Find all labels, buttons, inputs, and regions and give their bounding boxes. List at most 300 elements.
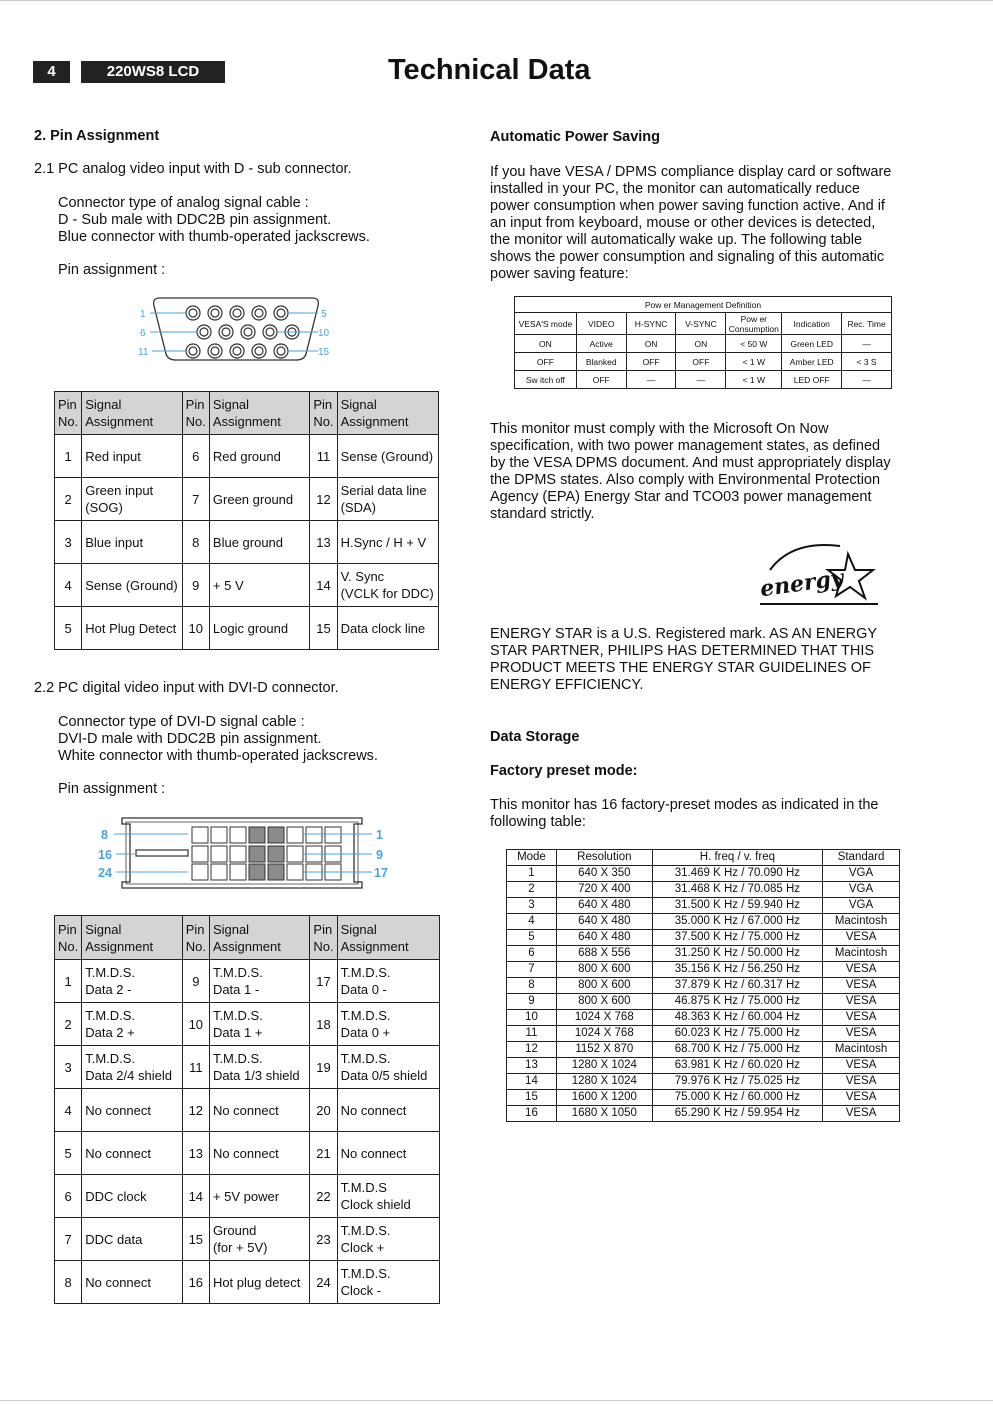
dvi-pin [325,827,341,843]
pm-cell: — [842,335,892,353]
factory-preset-intro [490,797,878,831]
pm-header-cell [782,313,842,335]
pin-number-cell [310,478,337,521]
table-row [55,521,439,564]
signal-cell [337,478,438,521]
cell-text: 8 [64,1274,72,1290]
fp-cell: 14 [507,1074,557,1090]
header-text: Pin [313,397,333,412]
pm-header-text: H-SYNC [634,318,668,329]
dvi-pin [230,864,246,880]
fp-row [507,1106,900,1122]
fp-header-cell: Mode [507,850,557,866]
pin-number-cell [310,607,337,650]
cell-text: Sense (Ground) [340,448,434,464]
analog-text-1: Connector type of analog signal cable : [58,195,309,211]
cell-text: T.M.D.S [340,1180,387,1195]
fp-row [507,1058,900,1074]
cell-text: DDC clock [85,1188,147,1204]
header-text: Signal [212,921,250,937]
aps-line: shows the power consumption and signaling of this automatic [490,249,885,265]
cell-text: 1 [64,448,72,464]
pin-number-cell [55,1261,82,1304]
cell-text: No connect [85,1145,151,1161]
pin-number-cell [310,521,337,564]
pm-cell: < 1 W [726,353,782,371]
header-signal [337,392,438,435]
signal-cell [209,478,309,521]
signal-cell [209,1046,309,1089]
header-pin-no [182,392,209,435]
digital-heading: 2.2 PC digital video input with DVI-D connector. [34,680,339,696]
energy-logo-text: energy [758,564,846,603]
cell-text: (SDA) [340,500,376,515]
pm-header-text: Rec. Time [847,318,886,329]
fp-cell: 9 [507,994,557,1010]
fp-cell: VESA [823,930,900,946]
table-row [55,1132,440,1175]
fp-cell: VESA [823,962,900,978]
pin-number-cell [310,1218,337,1261]
pin-number-cell [55,1046,82,1089]
cell-text: 17 [316,973,331,989]
cell-text: 11 [316,448,331,464]
fp-row [507,914,900,930]
signal-cell [82,1003,182,1046]
pin-number-cell [55,607,82,650]
table-row [55,564,439,607]
cell-text: Data 2/4 shield [85,1068,172,1083]
fp-cell: 2 [507,882,557,898]
cell-text: 10 [188,1016,204,1032]
cell-text: Data 0 - [340,982,387,997]
cell-text: No connect [85,1102,151,1118]
pm-cell: ON [626,335,676,353]
analog-text-3: Blue connector with thumb-operated jackscrews. [58,229,370,245]
cell-text: 20 [316,1102,331,1118]
cell-text: T.M.D.S. [85,1008,136,1023]
pin-number-cell [182,1132,209,1175]
dvi-pin [287,846,303,862]
pm-cell: OFF [626,353,676,371]
dsub-label-15: 15 [318,347,330,358]
pin-number-cell [55,435,82,478]
cell-text: Clock shield [340,1197,411,1212]
header-signal [209,916,309,960]
fp-cell: 640 X 480 [556,914,652,930]
signal-cell [337,1132,439,1175]
table-row [55,607,439,650]
signal-cell [337,1218,439,1261]
cell-text: T.M.D.S. [340,1266,391,1281]
fp-cell: 720 X 400 [556,882,652,898]
signal-cell [337,564,438,607]
dvi-label-24: 24 [98,866,112,880]
cell-text: 4 [64,1102,72,1118]
fp-cell: 10 [507,1010,557,1026]
fp-cell: 60.023 K Hz / 75.000 Hz [652,1026,822,1042]
fp-cell: 1 [507,866,557,882]
cell-text: Clock + [340,1240,385,1255]
digital-text-3: White connector with thumb-operated jackscrews. [58,748,378,764]
header-text: Pin [58,397,77,412]
cell-text: 3 [64,1059,72,1075]
cell-text: 4 [64,577,72,593]
header-text: No. [58,414,79,429]
dsub-pin [208,306,222,320]
header-signal [337,916,439,960]
pm-cell: Blanked [576,353,626,371]
data-storage-heading: Data Storage [490,729,580,745]
dvi-pin [249,864,265,880]
signal-cell [337,1261,439,1304]
cell-text: 2 [64,1016,72,1032]
dsub-label-1: 1 [140,309,146,320]
signal-cell [82,435,182,478]
dvi-label-9: 9 [376,848,383,862]
pm-cell: — [842,371,892,389]
fp-cell: VESA [823,1010,900,1026]
cell-text: + 5V power [212,1188,280,1204]
header-text: Assignment [340,414,409,429]
aps-line: power consumption when power saving function active. And if [490,198,885,214]
cell-text: (VCLK for DDC) [340,586,434,601]
pm-title-row [515,297,892,313]
cell-text: T.M.D.S. [340,1051,391,1066]
table-header-row [55,916,440,960]
pm-header-cell [515,313,577,335]
compliance-line: Agency (EPA) Energy Star and TCO03 power management [490,489,872,505]
pm-cell: Green LED [782,335,842,353]
fp-cell: 640 X 480 [556,898,652,914]
fp-cell: VESA [823,1026,900,1042]
cell-text: 21 [316,1145,331,1161]
cell-text: Hot Plug Detect [85,620,177,636]
fp-cell: 7 [507,962,557,978]
cell-text: Data 0 + [340,1025,391,1040]
cell-text: 14 [188,1188,204,1204]
fp-cell: VESA [823,1074,900,1090]
cell-text: Sense (Ground) [85,577,178,593]
pin-number-cell [310,564,337,607]
dsub-label-5: 5 [321,309,327,320]
cell-text: 9 [192,973,200,989]
cell-text: No connect [85,1274,151,1290]
aps-line: power saving feature: [490,266,629,282]
dvi-pin [211,846,227,862]
header-pin-no [55,916,82,960]
dsub-connector-diagram [130,292,340,364]
cell-text: Data 0/5 shield [340,1068,428,1083]
fp-cell: 8 [507,978,557,994]
compliance-paragraph [490,421,891,523]
fp-cell: 65.290 K Hz / 59.954 Hz [652,1106,822,1122]
aps-line: If you have VESA / DPMS compliance display card or software [490,164,892,180]
signal-cell [337,1003,439,1046]
compliance-line: specification, with two power management states, as defined [490,438,881,454]
fp-cell: 13 [507,1058,557,1074]
fp-header-row [507,850,900,866]
dsub-label-11: 11 [138,347,149,358]
dsub-pin-inner [189,309,197,317]
pm-header-row [515,313,892,335]
cell-text: 18 [316,1016,331,1032]
dsub-pin [230,344,244,358]
cell-text: 2 [64,491,72,507]
dvi-label-17: 17 [374,866,388,880]
signal-cell [82,1046,182,1089]
cell-text: + 5 V [212,577,244,593]
cell-text: 9 [192,577,200,593]
signal-cell [82,1175,182,1218]
dsub-pin-table [54,391,439,650]
fp-cell: Macintosh [823,1042,900,1058]
fp-cell: 1680 X 1050 [556,1106,652,1122]
pin-number-cell [182,1218,209,1261]
pin-number-cell [182,607,209,650]
fp-cell: 1280 X 1024 [556,1074,652,1090]
cell-text: Green ground [212,491,294,507]
pin-number-cell [182,1261,209,1304]
dsub-pin [252,306,266,320]
aps-line: the monitor will automatically wake up. The following table [490,232,863,248]
dsub-pin [274,306,288,320]
cell-text: 19 [316,1059,331,1075]
cell-text: No connect [212,1102,279,1118]
header-pin-no [310,392,337,435]
cell-text: T.M.D.S. [340,1008,391,1023]
pin-number-cell [182,1003,209,1046]
cell-text: No connect [340,1145,407,1161]
pin-number-cell [55,1132,82,1175]
dvi-pin [192,864,208,880]
header-text: Signal [212,397,250,412]
cell-text: Green input [85,483,154,498]
pm-header-text: Indication [793,318,830,329]
dsub-pin-inner [200,328,208,336]
cell-text: Data 2 - [85,982,132,997]
pm-title-cell: Pow er Management Definition [515,297,892,313]
cell-text: 7 [64,1231,72,1247]
fp-cell: 800 X 600 [556,978,652,994]
pm-cell: ON [515,335,577,353]
dsub-pin-inner [211,347,219,355]
dvi-pin [287,864,303,880]
signal-cell [82,564,182,607]
fp-row [507,946,900,962]
pin-number-cell [55,1003,82,1046]
header-signal [82,392,182,435]
cell-text: Data 2 + [85,1025,135,1040]
fp-cell: 640 X 480 [556,930,652,946]
pin-number-cell [182,960,209,1003]
cell-text: Data 1 - [212,982,260,997]
dsub-pin [197,325,211,339]
dvi-pin [249,827,265,843]
fp-cell: 16 [507,1106,557,1122]
dsub-label-6: 6 [140,328,146,339]
dvi-pin [192,846,208,862]
power-management-table [514,296,892,389]
energy-star-logo [752,540,882,608]
fp-cell: 68.700 K Hz / 75.000 Hz [652,1042,822,1058]
cell-text: 11 [189,1059,203,1075]
fp-row [507,882,900,898]
signal-cell [82,1218,182,1261]
fp-cell: 31.500 K Hz / 59.940 Hz [652,898,822,914]
fp-cell: Macintosh [823,914,900,930]
fp-cell: 35.156 K Hz / 56.250 Hz [652,962,822,978]
signal-cell [337,1175,439,1218]
energy-line: ENERGY STAR is a U.S. Registered mark. AS AN ENERGY [490,626,878,642]
pin-number-cell [55,960,82,1003]
dsub-pin-inner [222,328,230,336]
cell-text: 14 [316,577,331,593]
fp-cell: 79.976 K Hz / 75.025 Hz [652,1074,822,1090]
pin-number-cell [55,521,82,564]
cell-text: T.M.D.S. [212,965,263,980]
dvi-pin-table [54,915,440,1304]
pm-cell: Sw itch off [515,371,577,389]
fp-cell: 800 X 600 [556,962,652,978]
cell-text: No connect [340,1102,407,1118]
cell-text: 15 [188,1231,204,1247]
cell-text: Logic ground [212,620,289,636]
compliance-line: standard strictly. [490,506,595,522]
digital-text-2: DVI-D male with DDC2B pin assignment. [58,731,322,747]
table-row [55,960,440,1003]
section-heading: 2. Pin Assignment [34,128,160,144]
fp-cell: 46.875 K Hz / 75.000 Hz [652,994,822,1010]
compliance-line: the DPMS states. Also comply with Environmental Protection [490,472,881,488]
signal-cell [209,564,309,607]
signal-cell [82,1132,182,1175]
fp-cell: VESA [823,1090,900,1106]
fp-intro-line: This monitor has 16 factory-preset modes as indicated in the [490,797,879,813]
cell-text: 12 [188,1102,204,1118]
cell-text: Ground [212,1223,257,1238]
fp-cell: 1152 X 870 [556,1042,652,1058]
factory-preset-heading: Factory preset mode: [490,763,638,779]
pin-number-cell [182,1046,209,1089]
cell-text: 5 [64,620,72,636]
pin-number-cell [55,478,82,521]
dsub-pin-inner [189,347,197,355]
fp-cell: 75.000 K Hz / 60.000 Hz [652,1090,822,1106]
pm-header-cell [842,313,892,335]
fp-intro-line: following table: [490,814,586,830]
header-text: No. [313,414,334,429]
dvi-label-1: 1 [376,828,383,842]
fp-cell: 31.250 K Hz / 50.000 Hz [652,946,822,962]
pm-header-cell [676,313,726,335]
cell-text: 8 [192,534,200,550]
cell-text: Data 1/3 shield [212,1068,300,1083]
pm-cell: OFF [676,353,726,371]
table-row [55,435,439,478]
dvi-pin [211,864,227,880]
pin-number-cell [55,564,82,607]
pm-cell: < 50 W [726,335,782,353]
model-label: 220WS8 LCD [81,61,225,83]
dsub-pin-inner [233,309,241,317]
fp-cell: VESA [823,1058,900,1074]
pin-number-cell [310,1175,337,1218]
header-text: No. [58,938,79,954]
fp-cell: Macintosh [823,946,900,962]
cell-text: T.M.D.S. [340,965,391,980]
pin-number-cell [55,1175,82,1218]
dsub-pin-inner [255,309,263,317]
dvi-pin [230,846,246,862]
dsub-pin [186,306,200,320]
header-text: Assignment [212,938,281,954]
signal-cell [337,1089,439,1132]
signal-cell [82,960,182,1003]
pin-number-cell [55,1218,82,1261]
energy-line: PRODUCT MEETS THE ENERGY STAR GUIDELINES OF [490,660,871,676]
pm-header-text: V-SYNC [685,318,717,329]
fp-cell: VESA [823,978,900,994]
fp-cell: 37.500 K Hz / 75.000 Hz [652,930,822,946]
fp-cell: 15 [507,1090,557,1106]
cell-text: Data 1 + [212,1025,263,1040]
cell-text: 6 [192,448,200,464]
dsub-pin [263,325,277,339]
aps-paragraph [490,164,891,283]
pm-cell: ON [676,335,726,353]
pm-cell: LED OFF [782,371,842,389]
signal-cell [337,607,438,650]
pin-number-cell [182,1175,209,1218]
pin-number-cell [55,1089,82,1132]
fp-cell: 4 [507,914,557,930]
header-text: Assignment [212,414,281,429]
aps-line: installed in your PC, the monitor can automatically reduce [490,181,860,197]
pin-number-cell [182,564,209,607]
pm-cell: — [676,371,726,389]
cell-text: 22 [316,1188,331,1204]
fp-cell: 31.468 K Hz / 70.085 Hz [652,882,822,898]
header-signal [82,916,182,960]
cell-text: 16 [188,1274,204,1290]
page-title: Technical Data [388,54,591,86]
signal-cell [209,1132,309,1175]
header-signal [209,392,309,435]
cell-text: 24 [316,1274,331,1290]
dvi-pin [287,827,303,843]
signal-cell [82,1089,182,1132]
factory-preset-table [506,849,900,1122]
digital-text-1: Connector type of DVI-D signal cable : [58,714,305,730]
dsub-pin [252,344,266,358]
signal-cell [209,435,309,478]
dsub-pin-inner [277,347,285,355]
pm-header-cell [576,313,626,335]
pm-cell: OFF [576,371,626,389]
aps-heading: Automatic Power Saving [490,129,661,145]
page-number: 4 [33,61,70,83]
fp-row [507,1042,900,1058]
dvi-pin [306,827,322,843]
cell-text: Serial data line [340,483,427,498]
fp-cell: VESA [823,994,900,1010]
pin-number-cell [310,1046,337,1089]
cell-text: 6 [64,1188,72,1204]
fp-cell: 37.879 K Hz / 60.317 Hz [652,978,822,994]
table-header-row [55,392,439,435]
signal-cell [82,478,182,521]
